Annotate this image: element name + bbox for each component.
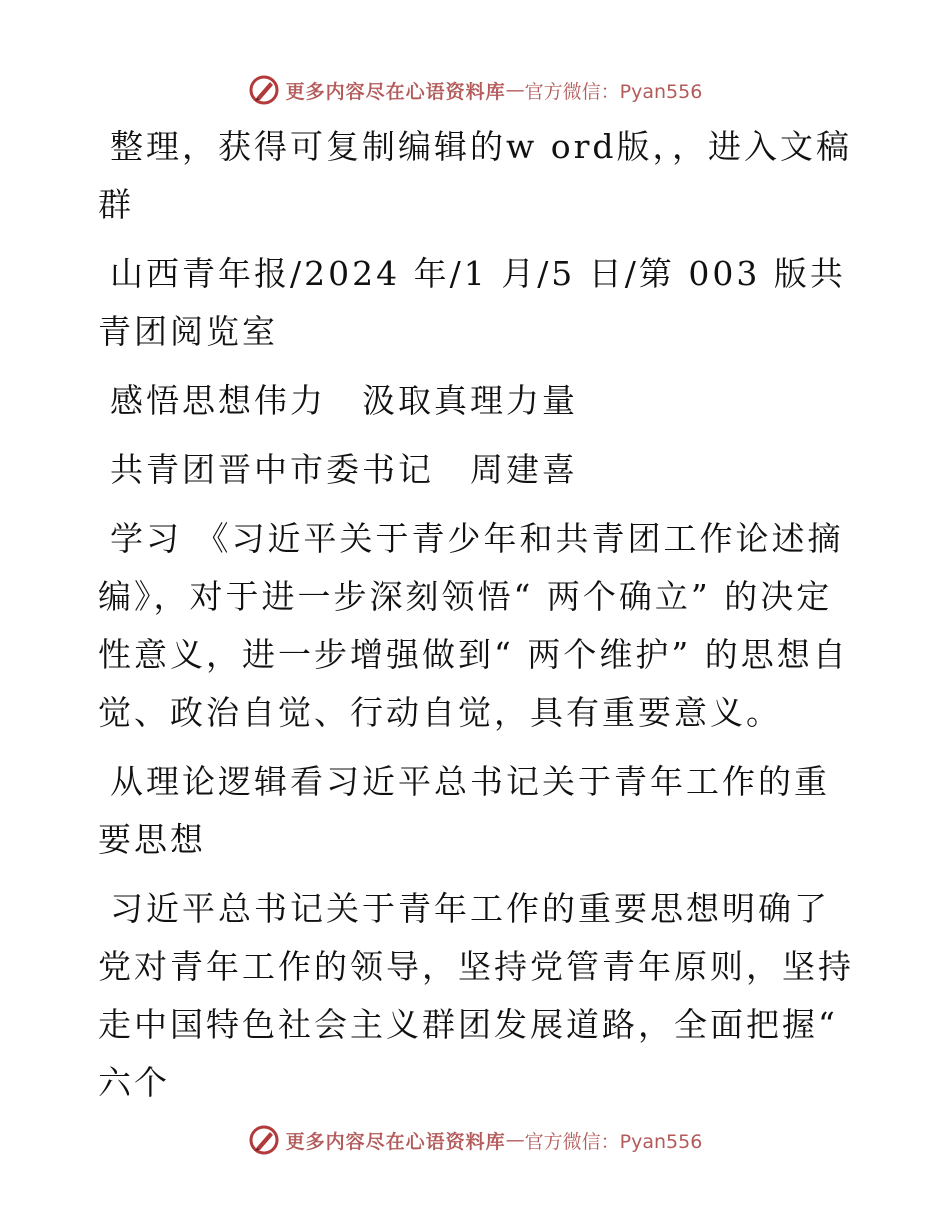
watermark-account: 官方微信：Pyan556	[524, 80, 703, 103]
paragraph-notice: 整理，获得可复制编辑的w ord版，，进入文稿群	[98, 127, 853, 224]
pen-logo-icon	[248, 1124, 280, 1156]
pen-logo-icon	[248, 74, 280, 106]
paragraph-section-heading: 从理论逻辑看习近平总书记关于青年工作的重要思想	[98, 762, 830, 859]
watermark-account: 官方微信：Pyan556	[524, 1130, 703, 1153]
document-body	[98, 118, 858, 1123]
paragraph-body: 习近平总书记关于青年工作的重要思想明确了党对青年工作的领导，坚持党管青年原则，坚持走中国特色社会主义群团发展道路，全面把握“ 六个	[98, 889, 854, 1102]
watermark-separator: —	[505, 79, 525, 101]
footer-watermark	[0, 1120, 950, 1160]
watermark-title: 更多内容尽在心语资料库	[285, 1130, 506, 1153]
paragraph-source: 山西青年报/2024 年/1 月/5 日/第 003 版共青团阅览室	[98, 254, 846, 351]
paragraph-author: 共青团晋中市委书记 周建喜	[110, 450, 578, 489]
paragraph-intro: 学习 《习近平关于青少年和共青团工作论述摘编》，对于进一步深刻领悟“ 两个确立” 的决定性意义，进一步增强做到“ 两个维护” 的思想自觉、政治自觉、行动自觉，具有重要意义。	[98, 519, 849, 732]
watermark-separator: —	[505, 1129, 525, 1151]
watermark-title: 更多内容尽在心语资料库	[285, 80, 506, 103]
header-watermark	[0, 70, 950, 110]
paragraph-title: 感悟思想伟力 汲取真理力量	[110, 381, 578, 420]
